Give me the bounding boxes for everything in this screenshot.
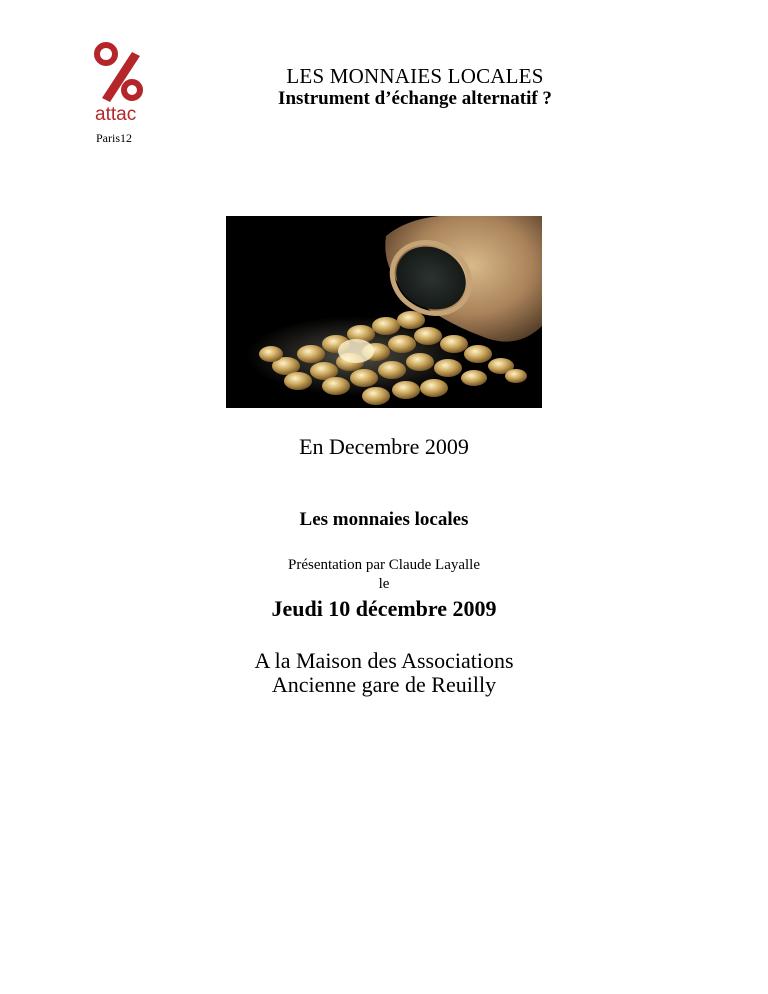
logo-chapter: Paris12 xyxy=(96,131,132,145)
event-date: Jeudi 10 décembre 2009 xyxy=(271,596,497,621)
attac-logo xyxy=(88,42,148,148)
header xyxy=(220,64,610,110)
coins-jar-photo xyxy=(226,216,542,408)
page-title: LES MONNAIES LOCALES xyxy=(286,64,544,88)
section-title: Les monnaies locales xyxy=(299,509,469,530)
connector-word: le xyxy=(378,576,390,592)
venue-line-2: Ancienne gare de Reuilly xyxy=(271,672,497,697)
venue-line-1: A la Maison des Associations xyxy=(254,648,514,673)
percent-icon xyxy=(88,42,148,104)
presenter-line: Présentation par Claude Layalle xyxy=(287,557,480,573)
date-line: En Decembre 2009 xyxy=(299,434,469,459)
logo-wordmark: attac xyxy=(95,104,137,125)
coins-jar-illustration xyxy=(226,216,542,408)
page-subtitle: Instrument d’échange alternatif ? xyxy=(278,88,552,109)
